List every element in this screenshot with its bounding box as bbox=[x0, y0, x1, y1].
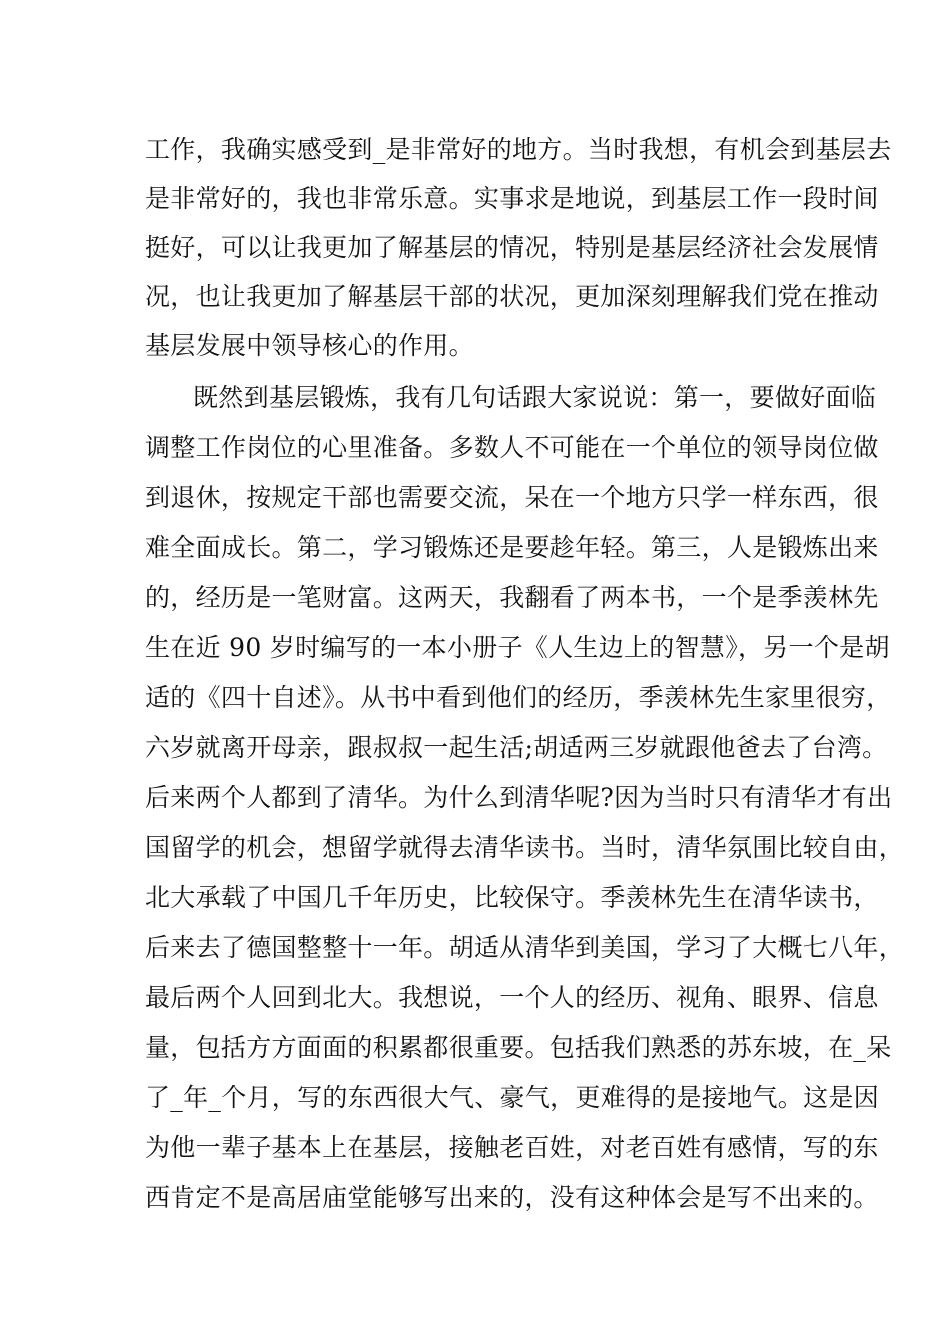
paragraph-1-line-3: 挺好，可以让我更加了解基层的情况，特别是基层经济社会发展情 bbox=[145, 233, 879, 262]
paragraph-2-line-15: 了_年_个月，写的东西很大气、豪气，更难得的是接地气。这是因 bbox=[145, 1083, 880, 1112]
paragraph-2-line-13: 最后两个人回到北大。我想说，一个人的经历、视角、眼界、信息 bbox=[145, 983, 879, 1012]
paragraph-2-line-8: 六岁就离开母亲，跟叔叔一起生活;胡适两三岁就跟他爸去了台湾。 bbox=[145, 733, 888, 762]
paragraph-2-line-7: 适的《四十自述》。从书中看到他们的经历，季羡林先生家里很穷， bbox=[145, 683, 892, 712]
paragraph-1-line-1: 工作，我确实感受到_是非常好的地方。当时我想，有机会到基层去 bbox=[145, 135, 892, 164]
paragraph-2-line-14: 量，包括方方面面的积累都很重要。包括我们熟悉的苏东坡，在_呆 bbox=[145, 1033, 892, 1062]
paragraph-1-line-5: 基层发展中领导核心的作用。 bbox=[145, 331, 474, 360]
paragraph-2-line-12: 后来去了德国整整十一年。胡适从清华到美国，学习了大概七八年， bbox=[145, 933, 905, 962]
paragraph-2-line-1: 既然到基层锻炼，我有几句话跟大家说说：第一，要做好面临 bbox=[193, 383, 877, 412]
paragraph-2-line-4: 难全面成长。第二，学习锻炼还是要趁年轻。第三，人是锻炼出来 bbox=[145, 533, 879, 562]
paragraph-2-line-5: 的，经历是一笔财富。这两天，我翻看了两本书，一个是季羡林先 bbox=[145, 583, 879, 612]
paragraph-2-line-2: 调整工作岗位的心里准备。多数人不可能在一个单位的领导岗位做 bbox=[145, 433, 879, 462]
paragraph-2-line-10: 国留学的机会，想留学就得去清华读书。当时，清华氛围比较自由， bbox=[145, 833, 905, 862]
paragraph-2-line-9: 后来两个人都到了清华。为什么到清华呢?因为当时只有清华才有出 bbox=[145, 783, 893, 812]
paragraph-2-line-16: 为他一辈子基本上在基层，接触老百姓，对老百姓有感情，写的东 bbox=[145, 1133, 879, 1162]
paragraph-2-line-17: 西肯定不是高居庙堂能够写出来的，没有这种体会是写不出来的。 bbox=[145, 1183, 879, 1212]
paragraph-2-line-3: 到退休，按规定干部也需要交流，呆在一个地方只学一样东西，很 bbox=[145, 483, 879, 512]
paragraph-1-line-2: 是非常好的，我也非常乐意。实事求是地说，到基层工作一段时间 bbox=[145, 184, 879, 213]
paragraph-2-line-6: 生在近 90 岁时编写的一本小册子《人生边上的智慧》，另一个是胡 bbox=[145, 633, 890, 662]
paragraph-2-line-11: 北大承载了中国几千年历史，比较保守。季羡林先生在清华读书， bbox=[145, 883, 879, 912]
paragraph-1-line-4: 况，也让我更加了解基层干部的状况，更加深刻理解我们党在推动 bbox=[145, 282, 879, 311]
